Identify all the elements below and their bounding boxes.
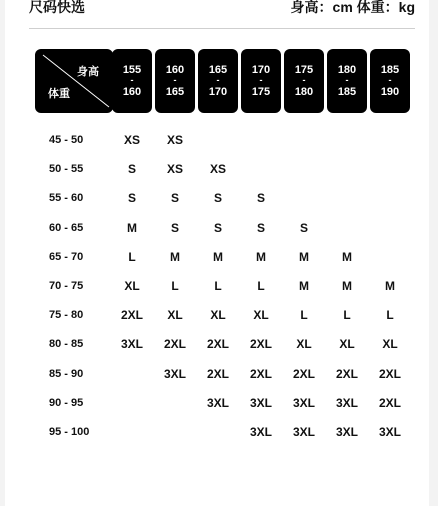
height-range-to: 160	[122, 86, 142, 98]
height-range-header	[198, 49, 238, 113]
size-cell: 2XL	[292, 367, 315, 381]
size-cell: 2XL	[120, 308, 143, 322]
size-cell: 2XL	[206, 337, 229, 351]
size-cell: S	[213, 191, 222, 205]
size-cell: XS	[166, 162, 183, 176]
size-cell: XL	[382, 337, 398, 351]
size-cell: XL	[339, 337, 355, 351]
size-cell: L	[300, 308, 308, 322]
height-range-to: 170	[208, 86, 228, 98]
size-cell: M	[213, 250, 223, 264]
diagonal-divider-icon	[35, 49, 113, 113]
weight-range-label: 45 - 50	[49, 134, 84, 146]
size-cell: 2XL	[249, 367, 272, 381]
weight-range-label: 50 - 55	[49, 163, 84, 175]
height-range-from: 170	[251, 64, 271, 76]
size-cell: 3XL	[206, 396, 229, 410]
units-note: 身高：cm 体重：kg	[290, 0, 415, 15]
size-cell: 3XL	[335, 396, 358, 410]
size-cell: 3XL	[335, 425, 358, 439]
height-range-to: 190	[380, 86, 400, 98]
height-range-from: 160	[165, 64, 185, 76]
size-chart-page	[5, 0, 429, 506]
size-cell: M	[256, 250, 266, 264]
size-cell: 3XL	[292, 425, 315, 439]
height-range-to: 185	[337, 86, 357, 98]
size-cell: 2XL	[378, 367, 401, 381]
size-cell: M	[170, 250, 180, 264]
height-range-to: 165	[165, 86, 185, 98]
size-cell: S	[127, 191, 136, 205]
height-range-header	[155, 49, 195, 113]
size-cell: 3XL	[292, 396, 315, 410]
range-separator: -	[302, 75, 306, 85]
size-cell: XL	[296, 337, 312, 351]
size-cell: L	[257, 279, 265, 293]
size-cell: XS	[166, 133, 183, 147]
size-cell: S	[299, 221, 308, 235]
height-range-from: 180	[337, 64, 357, 76]
size-cell: S	[170, 191, 179, 205]
size-cell: M	[299, 279, 309, 293]
size-cell: S	[170, 221, 179, 235]
height-axis-label: 身高	[77, 66, 99, 78]
height-range-from: 165	[208, 64, 228, 76]
height-range-from: 185	[380, 64, 400, 76]
size-cell: 2XL	[378, 396, 401, 410]
size-cell: 2XL	[206, 367, 229, 381]
weight-range-label: 80 - 85	[49, 338, 84, 350]
size-cell: XL	[253, 308, 269, 322]
weight-range-label: 55 - 60	[49, 192, 84, 204]
size-cell: XL	[210, 308, 226, 322]
header-divider	[29, 28, 415, 29]
range-separator: -	[388, 75, 392, 85]
range-separator: -	[216, 75, 220, 85]
weight-range-label: 90 - 95	[49, 397, 84, 409]
size-cell: M	[342, 279, 352, 293]
range-separator: -	[259, 75, 263, 85]
size-cell: L	[343, 308, 351, 322]
size-cell: S	[213, 221, 222, 235]
height-range-header	[112, 49, 152, 113]
size-cell: S	[127, 162, 136, 176]
size-cell: 3XL	[163, 367, 186, 381]
header-bar	[29, 0, 415, 16]
corner-header	[35, 49, 113, 113]
range-separator: -	[130, 75, 134, 85]
size-cell: M	[299, 250, 309, 264]
size-cell: L	[171, 279, 179, 293]
size-cell: XL	[167, 308, 183, 322]
size-cell: XS	[123, 133, 140, 147]
size-cell: M	[127, 221, 137, 235]
height-range-header	[327, 49, 367, 113]
weight-range-label: 70 - 75	[49, 280, 84, 292]
size-cell: L	[386, 308, 394, 322]
weight-range-label: 85 - 90	[49, 368, 84, 380]
size-cell: 2XL	[249, 337, 272, 351]
height-range-from: 175	[294, 64, 314, 76]
size-cell: 3XL	[249, 396, 272, 410]
size-cell: L	[128, 250, 136, 264]
weight-range-label: 95 - 100	[49, 426, 90, 438]
size-cell: S	[256, 191, 265, 205]
range-separator: -	[173, 75, 177, 85]
size-cell: XL	[124, 279, 140, 293]
size-cell: 3XL	[249, 425, 272, 439]
weight-range-label: 60 - 65	[49, 222, 84, 234]
weight-range-label: 65 - 70	[49, 251, 84, 263]
size-cell: L	[214, 279, 222, 293]
size-cell: M	[342, 250, 352, 264]
size-cell: 3XL	[120, 337, 143, 351]
size-cell: 3XL	[378, 425, 401, 439]
size-cell: M	[385, 279, 395, 293]
size-cell: S	[256, 221, 265, 235]
size-cell: 2XL	[335, 367, 358, 381]
height-range-header	[241, 49, 281, 113]
height-range-to: 175	[251, 86, 271, 98]
size-cell: 2XL	[163, 337, 186, 351]
size-cell: XS	[209, 162, 226, 176]
page-title: 尺码快选	[29, 0, 85, 15]
range-separator: -	[345, 75, 349, 85]
height-range-to: 180	[294, 86, 314, 98]
weight-range-label: 75 - 80	[49, 309, 84, 321]
height-range-from: 155	[122, 64, 142, 76]
weight-axis-label: 体重	[48, 88, 70, 100]
height-range-header	[370, 49, 410, 113]
height-range-header	[284, 49, 324, 113]
